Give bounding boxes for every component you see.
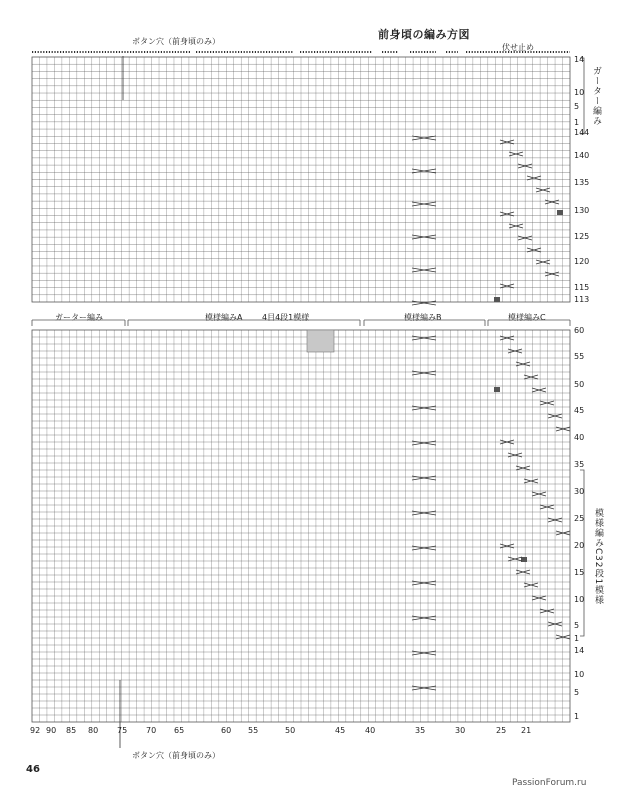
- buttonhole-label-bottom: ボタン穴（前身頃のみ）: [132, 751, 220, 760]
- buttonhole-label-top: ボタン穴（前身頃のみ）: [132, 37, 220, 46]
- stitch-number-9: 50: [285, 726, 296, 735]
- stitch-number-2: 85: [66, 726, 77, 735]
- lower-row-number-7: 25: [574, 514, 585, 523]
- marker-square-0: [494, 297, 500, 302]
- lower-row-number-0: 60: [574, 326, 585, 335]
- garter-side-label: ガーター編み: [591, 66, 601, 126]
- lower-row-number-15: 5: [574, 688, 580, 697]
- section-patternC-label: 模様編みC: [508, 313, 546, 322]
- lower-row-number-13: 14: [574, 646, 585, 655]
- lower-row-number-16: 1: [574, 712, 580, 721]
- upper-row-number-7: 130: [574, 206, 590, 215]
- stitch-number-10: 45: [335, 726, 346, 735]
- lower-row-number-4: 40: [574, 433, 585, 442]
- upper-row-number-1: 10: [574, 88, 585, 97]
- lower-row-number-10: 10: [574, 595, 585, 604]
- section-patternA-label: 模様編みA: [205, 313, 243, 322]
- section-patternB-label: 模様編みB: [404, 313, 442, 322]
- upper-row-number-11: 113: [574, 295, 590, 304]
- repeat-box: [307, 330, 334, 352]
- upper-row-number-3: 1: [574, 118, 580, 127]
- stitch-number-8: 55: [248, 726, 259, 735]
- stitch-number-3: 80: [88, 726, 99, 735]
- page-title: 前身頃の編み方図: [378, 28, 470, 41]
- lower-row-number-8: 20: [574, 541, 585, 550]
- marker-square-1: [557, 210, 563, 215]
- stitch-number-13: 30: [455, 726, 466, 735]
- upper-row-number-9: 120: [574, 257, 590, 266]
- marker-square-2: [494, 387, 500, 392]
- lower-grid: [32, 330, 570, 722]
- lower-row-number-6: 30: [574, 487, 585, 496]
- brace-patternB: [364, 320, 485, 326]
- stitch-number-11: 40: [365, 726, 376, 735]
- lower-row-number-3: 45: [574, 406, 585, 415]
- bind-off-label: 伏せ止め: [502, 43, 534, 52]
- stitch-number-15: 21: [521, 726, 532, 735]
- patternC-side-label: 模様編みC: [593, 508, 603, 556]
- stitch-number-4: 75: [117, 726, 128, 735]
- site-watermark: PassionForum.ru: [512, 778, 587, 788]
- stitch-number-12: 35: [415, 726, 426, 735]
- stitch-number-6: 65: [174, 726, 185, 735]
- upper-row-number-10: 115: [574, 283, 590, 292]
- upper-row-number-4: 144: [574, 128, 590, 137]
- stitch-number-14: 25: [496, 726, 507, 735]
- lower-row-number-1: 55: [574, 352, 585, 361]
- section-garter-label: ガーター編み: [55, 313, 103, 322]
- lower-row-number-14: 10: [574, 670, 585, 679]
- lower-row-number-2: 50: [574, 380, 585, 389]
- upper-grid: [32, 57, 570, 302]
- section-rep4-label: 4目4段1模様: [262, 313, 310, 322]
- stitch-number-7: 60: [221, 726, 232, 735]
- upper-row-number-6: 135: [574, 178, 590, 187]
- brace-patternA: [128, 320, 360, 326]
- lower-row-number-12: 1: [574, 634, 580, 643]
- upper-row-number-8: 125: [574, 232, 590, 241]
- lower-row-number-9: 15: [574, 568, 585, 577]
- upper-row-number-2: 5: [574, 102, 580, 111]
- upper-row-number-0: 14: [574, 55, 585, 64]
- upper-row-number-5: 140: [574, 151, 590, 160]
- lower-row-number-5: 35: [574, 460, 585, 469]
- page-number: 46: [26, 764, 40, 775]
- rep32-side-label: 32段1模様: [593, 555, 603, 606]
- stitch-number-0: 92: [30, 726, 41, 735]
- brace-garter: [32, 320, 125, 326]
- lower-row-number-11: 5: [574, 621, 580, 630]
- brace-patternC: [488, 320, 570, 326]
- stitch-number-1: 90: [46, 726, 57, 735]
- stitch-number-5: 70: [146, 726, 157, 735]
